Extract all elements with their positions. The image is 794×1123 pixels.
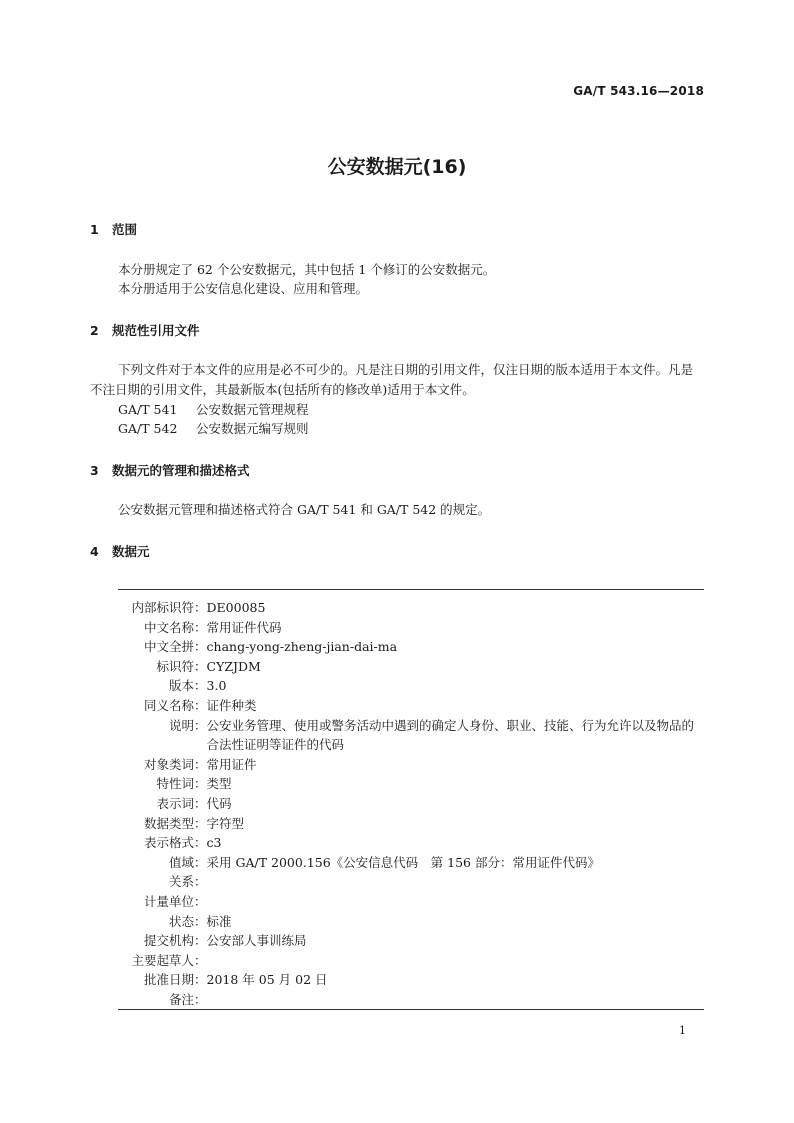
standard-number: GA/T 543.16—2018 (573, 84, 704, 98)
field-colon: ： (194, 658, 207, 674)
data-element-row (118, 774, 704, 794)
field-value: DE00085 (206, 600, 266, 615)
field-label: 说明 (168, 717, 194, 733)
data-element-row (118, 637, 704, 657)
data-element-row (118, 833, 704, 853)
page-number: 1 (679, 1024, 686, 1037)
data-element-row (118, 618, 704, 638)
field-value: 3.0 (206, 678, 227, 694)
section-title: 规范性引用文件 (112, 323, 200, 338)
field-label: 备注 (168, 991, 194, 1007)
reference-code: GA/T 541 (118, 402, 178, 417)
field-value: 字符型 (206, 815, 245, 831)
field-value: 公安部人事训练局 (206, 933, 307, 949)
section-title: 数据元的管理和描述格式 (112, 463, 250, 478)
section-number: 4 (90, 544, 99, 559)
field-label: 表示词 (156, 795, 194, 811)
field-label: 关系 (168, 874, 194, 890)
data-element-row (118, 912, 704, 932)
field-colon: ： (194, 678, 207, 694)
field-value: 采用 GA/T 2000.156《公安信息代码 第 156 部分：常用证件代码》 (206, 854, 600, 870)
format-paragraph: 公安数据元管理和描述格式符合 GA/T 541 和 GA/T 542 的规定。 (118, 502, 491, 517)
field-label: 计量单位 (143, 893, 194, 909)
data-element-row (118, 814, 704, 834)
field-colon: ： (194, 835, 207, 851)
field-label: 中文名称 (143, 619, 194, 635)
data-element-row (118, 676, 704, 696)
data-element-row (118, 696, 704, 716)
field-colon: ： (194, 639, 207, 655)
field-colon: ： (194, 991, 207, 1007)
data-element-row (118, 657, 704, 677)
data-element-row (118, 794, 704, 814)
field-colon: ： (194, 874, 207, 890)
section-heading-data-elements (90, 542, 150, 560)
field-label: 数据类型 (143, 815, 194, 831)
reference-code: GA/T 542 (118, 421, 178, 436)
field-colon: ： (194, 756, 207, 772)
reference-item (118, 419, 309, 437)
field-colon: ： (194, 933, 207, 949)
field-colon: ： (194, 952, 207, 968)
field-label: 中文全拼 (143, 639, 194, 655)
top-rule (118, 589, 704, 590)
references-paragraph: 下列文件对于本文件的应用是必不可少的。凡是注日期的引用文件，仅注日期的版本适用于本文件。凡是不注日期的引用文件，其最新版本(包括所有的修改单)适用于本文件。 (90, 362, 694, 397)
section-number: 1 (90, 222, 99, 237)
field-label: 主要起草人 (131, 952, 194, 968)
field-value: 代码 (206, 795, 232, 811)
section-heading-format (90, 461, 250, 479)
field-value: 证件种类 (206, 697, 257, 713)
section-number: 3 (90, 463, 99, 478)
field-colon: ： (194, 776, 207, 792)
field-colon: ： (194, 815, 207, 831)
field-value: c3 (206, 835, 222, 851)
reference-name: 公安数据元编写规则 (196, 421, 309, 436)
field-label: 对象类词 (143, 756, 194, 772)
field-value: 2018 年 05 月 02 日 (206, 972, 328, 988)
field-value: chang-yong-zheng-jian-dai-ma (206, 639, 398, 655)
section-title: 数据元 (112, 544, 150, 559)
scope-paragraph-2: 本分册适用于公安信息化建设、应用和管理。 (118, 281, 369, 296)
field-value: CYZJDM (206, 658, 261, 674)
field-colon: ： (194, 795, 207, 811)
field-value: 类型 (206, 776, 232, 792)
field-label: 标识符 (156, 658, 194, 674)
data-element-row (118, 892, 704, 912)
field-colon: ： (194, 717, 207, 733)
field-label: 值域 (168, 854, 194, 870)
section-title: 范围 (112, 222, 138, 237)
field-label: 表示格式 (143, 835, 194, 851)
field-colon: ： (194, 972, 207, 988)
field-label: 同义名称 (143, 697, 194, 713)
field-label: 状态 (168, 913, 194, 929)
field-label: 批准日期 (143, 972, 194, 988)
data-element-row (118, 716, 704, 755)
field-label: 内部标识符 (131, 600, 194, 615)
field-colon: ： (194, 619, 207, 635)
data-element-row (118, 853, 704, 873)
reference-item (118, 400, 309, 418)
data-element-row (118, 951, 704, 971)
data-element-row (118, 970, 704, 990)
field-value: 常用证件 (206, 756, 257, 772)
data-element-row (118, 931, 704, 951)
data-element-block (118, 598, 704, 1009)
field-label: 版本 (168, 678, 194, 694)
field-colon: ： (194, 697, 207, 713)
field-value: 公安业务管理、使用或警务活动中遇到的确定人身份、职业、技能、行为允许以及物品的合法性证明等证件的代码 (206, 717, 695, 753)
data-element-row (118, 598, 704, 618)
field-colon: ： (194, 600, 207, 615)
data-element-row (118, 755, 704, 775)
field-value: 标准 (206, 913, 232, 929)
field-colon: ： (194, 893, 207, 909)
scope-paragraph-1: 本分册规定了 62 个公安数据元，其中包括 1 个修订的公安数据元。 (118, 262, 496, 277)
field-colon: ： (194, 913, 207, 929)
reference-name: 公安数据元管理规程 (196, 402, 309, 417)
field-label: 提交机构 (143, 933, 194, 949)
section-heading-references (90, 321, 200, 339)
section-number: 2 (90, 323, 99, 338)
data-element-row (118, 872, 704, 892)
field-label: 特性词 (156, 776, 194, 792)
section-heading-scope (90, 220, 137, 238)
field-colon: ： (194, 854, 207, 870)
field-value: 常用证件代码 (206, 619, 282, 635)
data-element-row (118, 990, 704, 1010)
bottom-rule (118, 1009, 704, 1010)
document-title: 公安数据元(16) (327, 156, 467, 178)
